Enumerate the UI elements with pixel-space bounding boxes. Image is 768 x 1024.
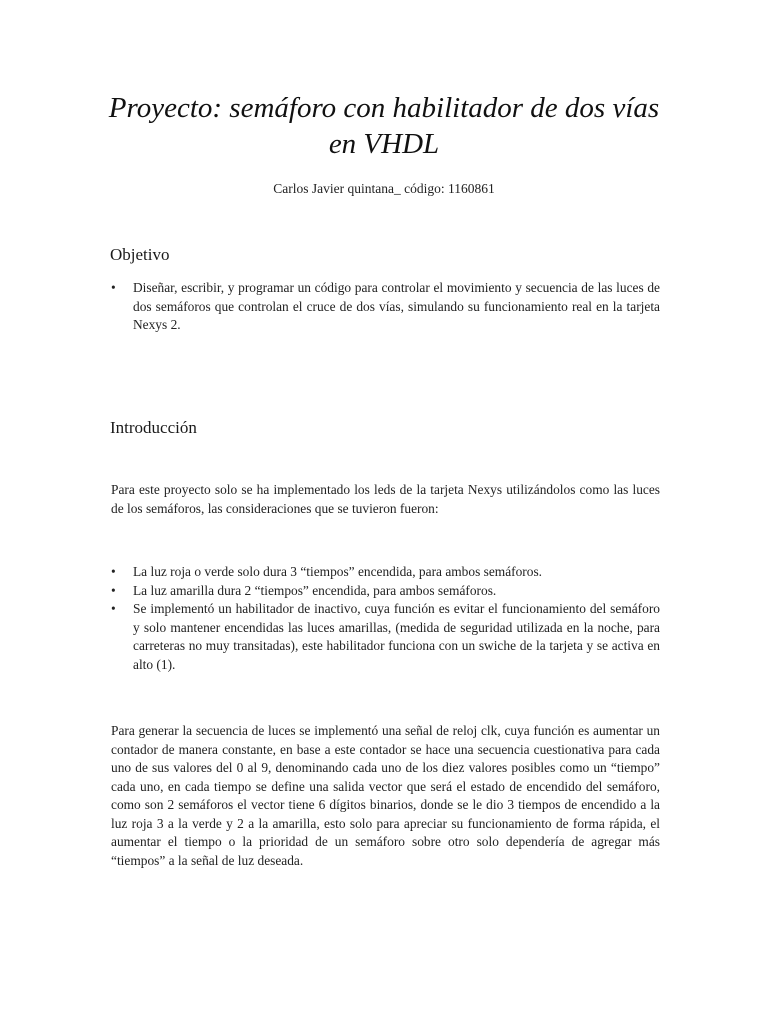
title-line-1: Proyecto: semáforo con habilitador de dos vías <box>108 92 660 124</box>
considerations-list <box>111 563 660 674</box>
objective-list <box>111 279 660 335</box>
introduction-heading: Introducción <box>110 418 197 437</box>
list-item <box>111 582 660 601</box>
bullet-icon: • <box>111 582 116 598</box>
document-title <box>60 90 708 162</box>
author-line: Carlos Javier quintana_ código: 1160861 <box>273 181 495 196</box>
list-item <box>111 563 660 582</box>
list-item <box>111 279 660 335</box>
intro-paragraph: Para este proyecto solo se ha implementado los leds de la tarjeta Nexys utilizándolos como las luces de los semáforos, las consideraciones que se tuvieron fueron: <box>111 482 660 516</box>
list-item-text: La luz amarilla dura 2 “tiempos” encendida, para ambos semáforos. <box>133 582 497 598</box>
bullet-icon: • <box>111 601 116 616</box>
bullet-icon: • <box>111 564 116 579</box>
title-line-2: en VHDL <box>328 128 440 160</box>
list-item-text: Diseñar, escribir, y programar un código para controlar el movimiento y secuencia de las luces de dos semáforos que controlan el cruce de dos vías, simulando su funcionamiento real en la tarjeta Nexys 2. <box>133 280 660 332</box>
objective-heading: Objetivo <box>110 245 170 264</box>
sequence-paragraph: Para generar la secuencia de luces se implementó una señal de reloj clk, cuya función es aumentar un contador de manera constante, en base a este contador se hace una secuencia cuestionativa para cada uno de sus valores del 0 al 9, denominando cada uno de los diez valores posibles como un “tiempo” cada uno, en cada tiempo se define una salida vector que será el estado de encendido del semáforo, como son 2 semáforos el vector tiene 6 dígitos binarios, donde se le dio 3 tiempos de encendido a la luz roja 3 a la verde y 2 a la amarilla, esto solo para apreciar su funcionamiento de forma rápida, el aumentar el tiempo o la prioridad de un semáforo sobre otro solo dependería de agregar más “tiempos” a la señal de luz deseada. <box>111 723 660 868</box>
list-item <box>111 600 660 674</box>
list-item-text: Se implementó un habilitador de inactivo, cuya función es evitar el funcionamiento del semáforo y solo mantener encendidas las luces amarillas, (medida de seguridad utilizada en la noche, para carreteras no muy transitadas), este habilitador funciona con un swiche de la tarjeta y se activa en alto (1). <box>133 601 660 672</box>
list-item-text: La luz roja o verde solo dura 3 “tiempos” encendida, para ambos semáforos. <box>133 564 543 579</box>
bullet-icon: • <box>111 280 116 295</box>
